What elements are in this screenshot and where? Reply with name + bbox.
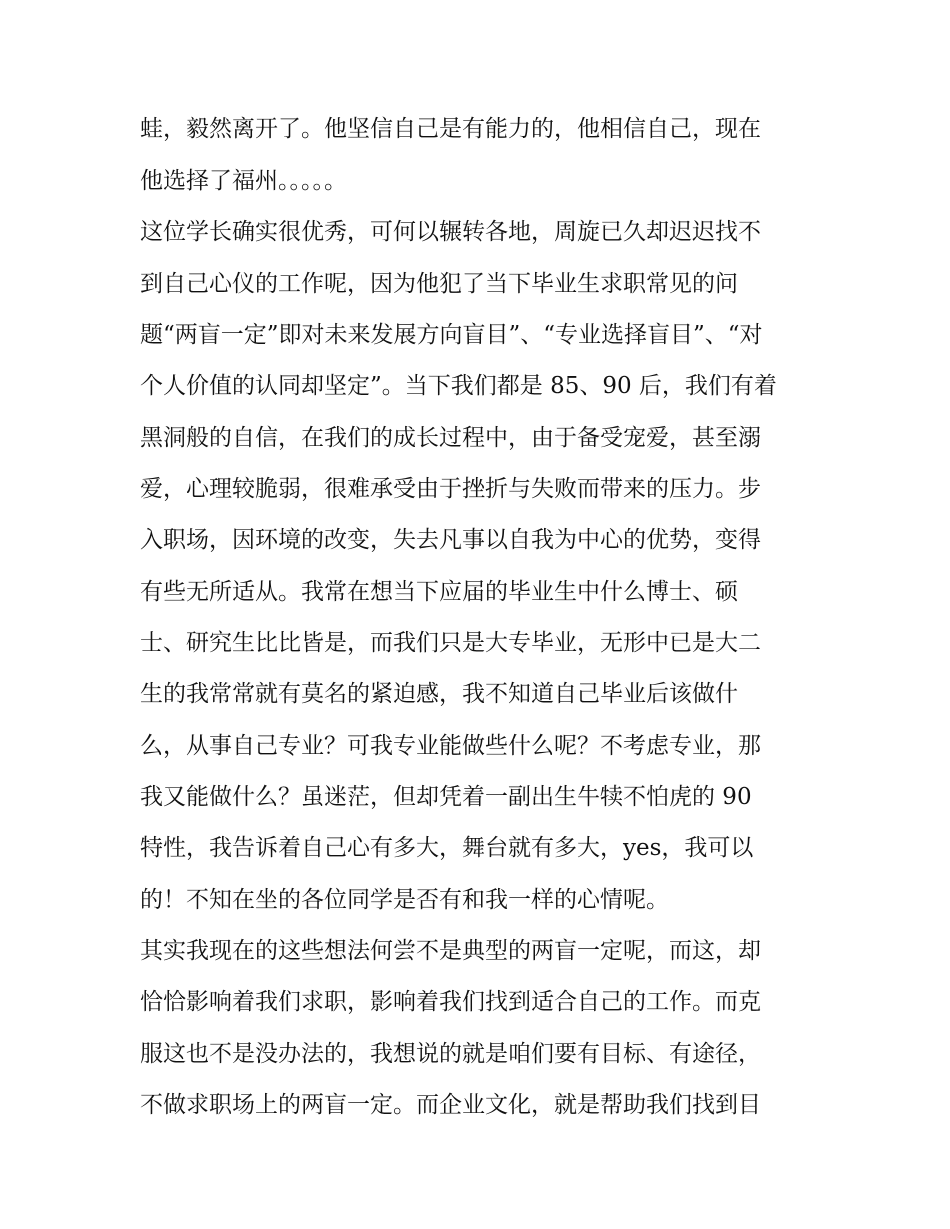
text-line: 他选择了福州。。。。。 [140,168,347,194]
text-line: 到自己心仪的工作呢，因为他犯了当下毕业生求职常见的问 [140,271,738,297]
text-line: 蛙，毅然离开了。他坚信自己是有能力的，他相信自己，现在 [140,116,761,142]
text-line: 的！不知在坐的各位同学是否有和我一样的心情呢。 [140,887,669,913]
text-line: 我又能做什么？虽迷茫，但却凭着一副出生牛犊不怕虎的 90 [140,784,752,810]
text-line: 个人价值的认同却坚定”。当下我们都是 85、90 后，我们有着 [140,373,777,399]
text-line: 黑洞般的自信，在我们的成长过程中，由于备受宠爱，甚至溺 [140,425,761,451]
text-line: 题“两盲一定”即对未来发展方向盲目”、“专业选择盲目”、“对 [140,322,763,348]
text-line: 么，从事自己专业？可我专业能做些什么呢？不考虑专业，那 [140,733,761,759]
text-line: 不做求职场上的两盲一定。而企业文化，就是帮助我们找到目 [140,1092,761,1118]
text-line: 特性，我告诉着自己心有多大，舞台就有多大，yes，我可以 [140,835,754,861]
text-line: 这位学长确实很优秀，可何以辗转各地，周旋已久却迟迟找不 [140,219,761,245]
text-line: 生的我常常就有莫名的紧迫感，我不知道自己毕业后该做什 [140,681,738,707]
text-line: 入职场，因环境的改变，失去凡事以自我为中心的优势，变得 [140,527,761,553]
text-line: 其实我现在的这些想法何尝不是典型的两盲一定呢，而这，却 [140,938,761,964]
text-line: 恰恰影响着我们求职，影响着我们找到适合自己的工作。而克 [140,989,761,1015]
text-line: 士、研究生比比皆是，而我们只是大专毕业，无形中已是大二 [140,630,761,656]
text-line: 服这也不是没办法的，我想说的就是咱们要有目标、有途径， [140,1041,761,1067]
text-line: 爱，心理较脆弱，很难承受由于挫折与失败而带来的压力。步 [140,476,761,502]
text-line: 有些无所适从。我常在想当下应届的毕业生中什么博士、硕 [140,579,738,605]
